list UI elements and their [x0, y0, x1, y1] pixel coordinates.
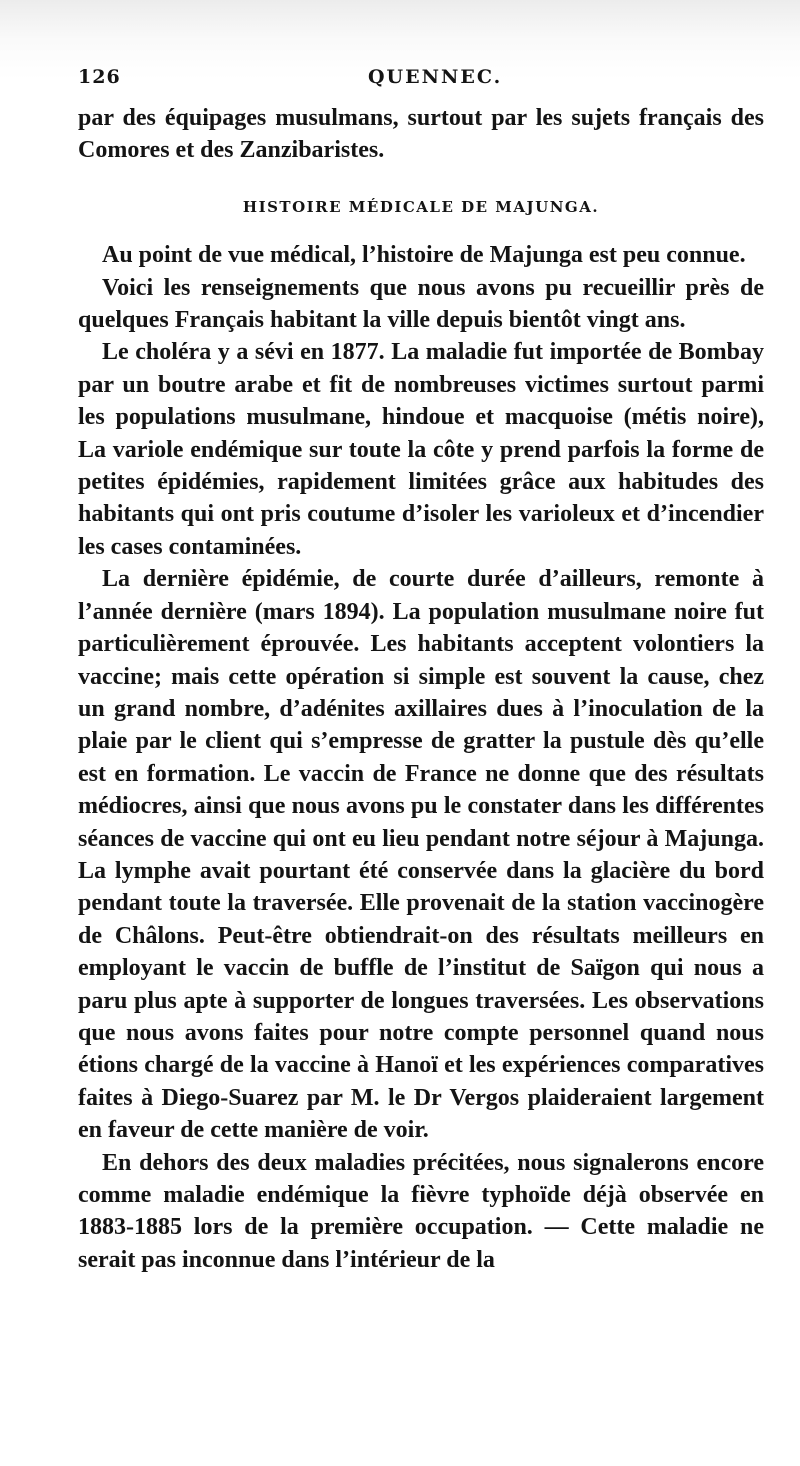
paragraph: En dehors des deux maladies précitées, nous signalerons encore comme maladie endémique la fièvre typhoïde déjà observée en 1883-1885 lors de la première occupation. — Cette maladie ne serait pas inconnue dans l’intérieur de la: [78, 1149, 764, 1273]
body-text: [78, 102, 764, 1276]
section-heading: HISTOIRE MÉDICALE DE MAJUNGA.: [242, 197, 600, 216]
paragraph: La dernière épidémie, de courte durée d’ailleurs, remonte à l’année dernière (mars 1894). La population musulmane noire fut particulièrement éprouvée. Les habitants acceptent volontiers la vaccine; mais cette opération si simple est souvent la cause, chez un grand nombre, d’adénites axillaires dues à l’inoculation de la plaie par le client qui s’empresse de gratter la pustule dès qu’elle est en formation. Le vaccin de France ne donne que des résultats médiocres, ainsi que nous avons pu le constater dans les différentes séances de vaccine qui ont eu lieu pendant notre séjour à Majunga. La lymphe avait pourtant été conservée dans la glacière du bord pendant toute la traversée. Elle provenait de la station vaccinogère de Châlons. Peut-être obtiendrait-on des résultats meilleurs en employant le vaccin de buffle de l’institut de Saïgon qui nous a paru plus apte à supporter de longues traversées. Les observations que nous avons faites pour notre compte personnel quand nous étions chargé de la vaccine à Hanoï et les expériences comparatives faites à Diego-Suarez par M. le Dr Vergos plaideraient largement en faveur de cette manière de voir.: [78, 566, 764, 1144]
page-number: 126: [78, 66, 121, 88]
paragraph: Voici les renseignements que nous avons pu recueillir près de quelques Français habitant la ville depuis bientôt vingt ans.: [78, 274, 764, 334]
paragraph: Le choléra y a sévi en 1877. La maladie fut importée de Bombay par un boutre arabe et fit de nombreuses victimes surtout parmi les populations musulmane, hindoue et macquoise (métis noire), La variole endémique sur toute la côte y prend parfois la forme de petites épidémies, rapidement limitées grâce aux habitudes des habitants qui ont pris coutume d’isoler les varioleux et d’incendier les cases contaminées.: [78, 339, 764, 560]
page-header: [78, 66, 764, 102]
running-head: QUENNEC.: [368, 66, 503, 88]
paragraph: Au point de vue médical, l’histoire de Majunga est peu connue.: [102, 242, 746, 269]
paragraph-continuation: par des équipages musulmans, surtout par les sujets français des Comores et des Zanzibaristes.: [78, 105, 764, 164]
